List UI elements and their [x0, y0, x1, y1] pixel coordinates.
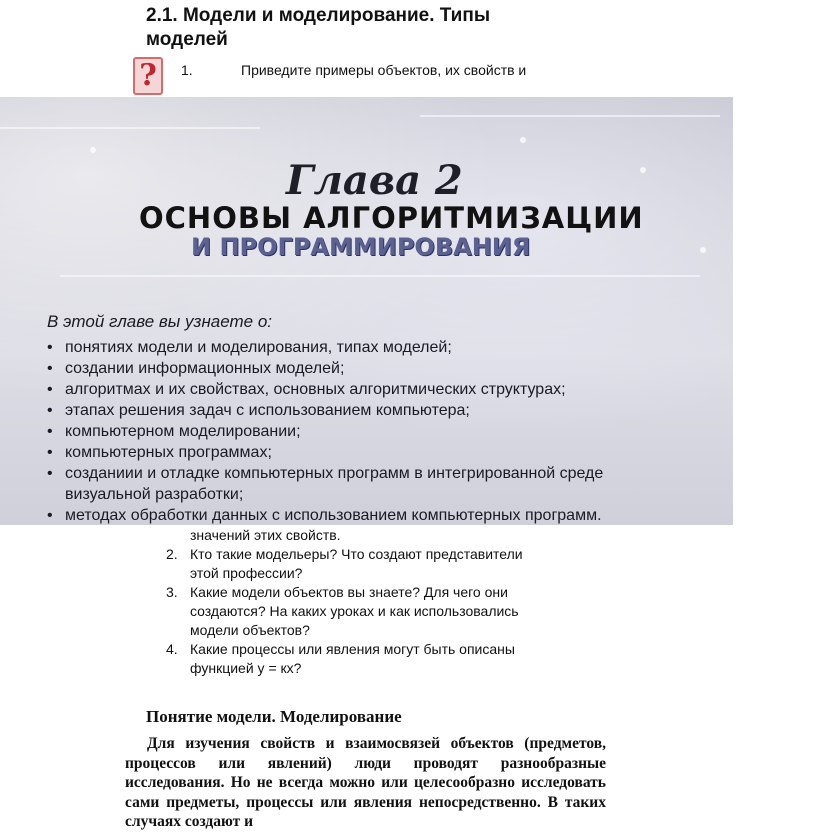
banner-decor-line: [60, 275, 700, 277]
question-3-text: Какие модели объектов вы знаете? Для чего они: [190, 584, 508, 600]
topic-item: • методах обработки данных с использованием компьютерных программ.: [47, 505, 603, 525]
section-title: Понятие модели. Моделирование: [146, 707, 402, 726]
body-paragraph: Для изучения свойств и взаимосвязей объектов (предметов, процессов или явлений) люди проводят разнообразные исследования. Но не всегда можно или целесообразно исследовать сами предметы, процессы или явления непосредственно. В таких случаях создают и: [125, 735, 606, 830]
chapter-title-line-1: ОСНОВЫ АЛГОРИТМИЗАЦИИ: [139, 201, 644, 235]
topic-item: • понятиях модели и моделирования, типах моделей;: [47, 337, 603, 358]
lesson-heading: 2.1. Модели и моделирование. Типы моделей: [146, 5, 491, 50]
question-2-text: Кто такие модельеры? Что создают представители: [190, 546, 523, 562]
question-1-continuation: значений этих свойств.: [190, 527, 341, 543]
question-4-text: Какие процессы или явления могут быть описаны: [190, 641, 515, 657]
question-mark-icon: ?: [133, 57, 163, 95]
chapter-title-line-2: И ПРОГРАММИРОВАНИЯ: [191, 233, 531, 261]
question-4-number: 4.: [166, 641, 178, 657]
topic-item: • компьютерных программах;: [47, 442, 603, 463]
topic-item: • этапах решения задач с использованием компьютера;: [47, 400, 603, 421]
banner-decor-dot: [90, 147, 96, 153]
question-1-text: Приведите примеры объектов, их свойств и: [241, 62, 527, 78]
banner-decor-line: [420, 115, 720, 117]
banner-decor-dot: [520, 137, 526, 143]
banner-decor-line: [0, 127, 260, 129]
chapter-intro: В этой главе вы узнаете о:: [47, 312, 273, 331]
topic-item: • алгоритмах и их свойствах, основных алгоритмических структурах;: [47, 379, 603, 400]
chapter-topics-list: [47, 337, 603, 525]
question-3-text: создаются? На каких уроках и как использовались: [190, 603, 519, 619]
question-1-number: 1.: [181, 62, 193, 78]
topic-item: • компьютерном моделировании;: [47, 421, 603, 442]
question-2-text: этой профессии?: [190, 565, 303, 581]
topic-item: • создании информационных моделей;: [47, 358, 603, 379]
topic-item-continuation: визуальной разработки;: [65, 486, 244, 503]
banner-decor-dot: [640, 167, 646, 173]
question-3-number: 3.: [166, 584, 178, 600]
question-4-text: функцией y = кх?: [190, 660, 302, 676]
question-3-text: модели объектов?: [190, 622, 310, 638]
chapter-number: Глава 2: [286, 157, 463, 204]
topic-item: • созданиии и отладке компьютерных программ в интегрированной среде: [47, 463, 603, 484]
chapter-banner: [0, 97, 733, 525]
question-2-number: 2.: [166, 546, 178, 562]
banner-decor-dot: [700, 247, 706, 253]
